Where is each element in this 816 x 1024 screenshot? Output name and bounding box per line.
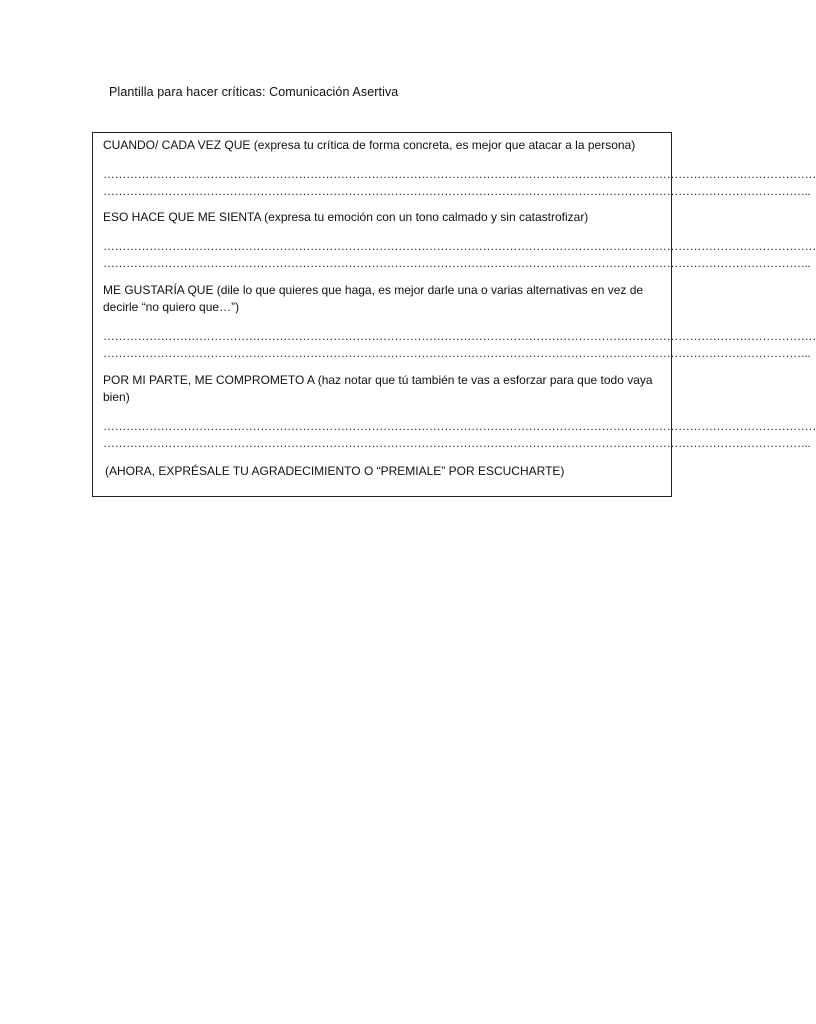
section-me-gustaria	[103, 282, 816, 362]
section-hint: (dile lo que quieres que haga, es mejor darle una o varias alternativas en vez de decirle “no quiero que…”)	[103, 283, 644, 314]
section-prompt	[103, 209, 663, 226]
section-prompt	[103, 282, 663, 316]
section-eso-hace	[103, 209, 816, 272]
section-lead: ME GUSTARÍA QUE	[103, 283, 214, 297]
section-por-mi-parte	[103, 372, 816, 452]
section-lead: CUANDO/ CADA VEZ QUE	[103, 138, 251, 152]
page-title: Plantilla para hacer críticas: Comunicación Asertiva	[109, 85, 399, 99]
answer-line[interactable]: ……………………………………………………………………………………………………………………………………………………………………	[103, 239, 816, 253]
answer-line[interactable]: …………………………………………………………………………………………………………………………………………………………………..	[103, 436, 811, 450]
section-hint: (expresa tu emoción con un tono calmado y sin catastrofizar)	[260, 210, 589, 224]
answer-line[interactable]: ……………………………………………………………………………………………………………………………………………………………………	[103, 329, 816, 343]
section-cuando	[103, 137, 816, 200]
answer-line[interactable]: ……………………………………………………………………………………………………………………………………………………………………	[103, 419, 816, 433]
assertive-critique-form	[92, 132, 816, 497]
section-hint: (haz notar que tú también te vas a esforzar para que todo vaya bien)	[103, 373, 653, 404]
section-lead: ESO HACE QUE ME SIENTA	[103, 210, 261, 224]
answer-line[interactable]: …………………………………………………………………………………………………………………………………………………………………..	[103, 184, 811, 198]
answer-line[interactable]: ……………………………………………………………………………………………………………………………………………………………………	[103, 167, 816, 181]
section-hint: (expresa tu crítica de forma concreta, es mejor que atacar a la persona)	[250, 138, 636, 152]
answer-line[interactable]: …………………………………………………………………………………………………………………………………………………………………..	[103, 346, 811, 360]
closing-note: (AHORA, EXPRÉSALE TU AGRADECIMIENTO O “PREMIALE” POR ESCUCHARTE)	[105, 464, 565, 478]
section-prompt	[103, 372, 663, 406]
section-prompt	[103, 137, 663, 154]
answer-line[interactable]: …………………………………………………………………………………………………………………………………………………………………..	[103, 256, 811, 270]
section-lead: POR MI PARTE, ME COMPROMETO A	[103, 373, 315, 387]
